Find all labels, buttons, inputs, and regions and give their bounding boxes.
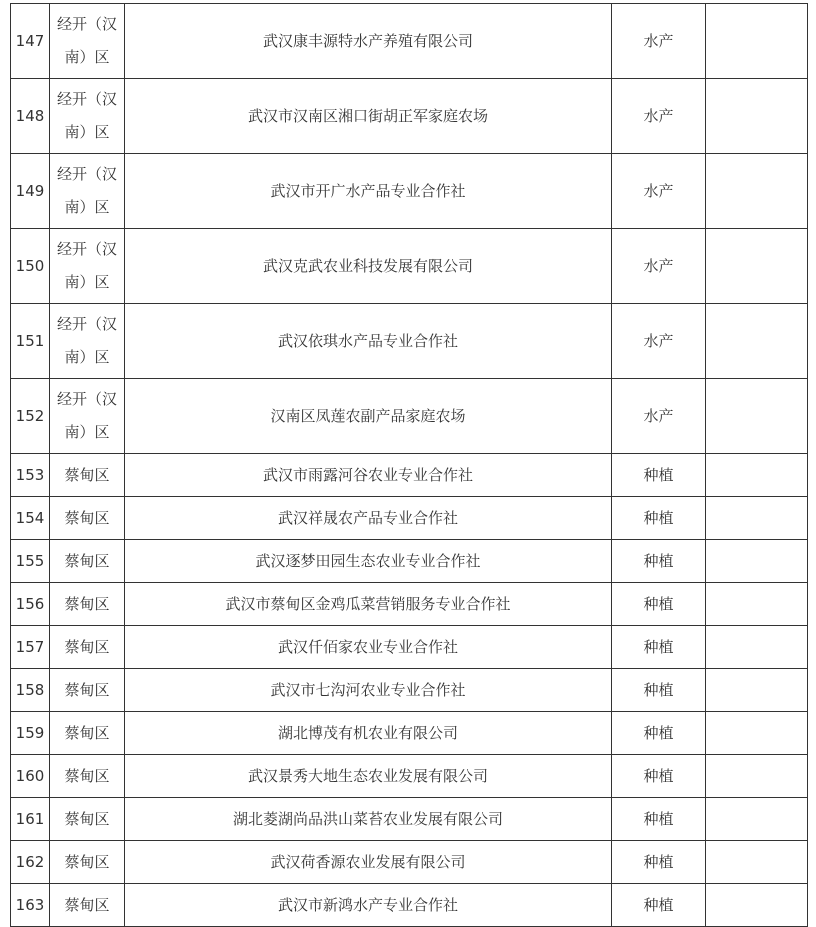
row-number: 150 [11,229,50,304]
row-category: 种植 [612,669,706,712]
table-row [11,755,808,798]
row-district: 蔡甸区 [50,884,125,927]
table-row [11,304,808,379]
row-company-name: 武汉仟佰家农业专业合作社 [125,626,612,669]
row-note [706,454,808,497]
row-number: 163 [11,884,50,927]
row-company-name: 武汉市汉南区湘口街胡正军家庭农场 [125,79,612,154]
row-number: 149 [11,154,50,229]
row-company-name: 武汉逐梦田园生态农业专业合作社 [125,540,612,583]
table-row [11,79,808,154]
row-district: 蔡甸区 [50,454,125,497]
table-row [11,626,808,669]
row-company-name: 湖北博茂有机农业有限公司 [125,712,612,755]
table-row [11,4,808,79]
row-category: 种植 [612,798,706,841]
row-number: 151 [11,304,50,379]
row-district: 蔡甸区 [50,626,125,669]
row-note [706,755,808,798]
row-company-name: 武汉依琪水产品专业合作社 [125,304,612,379]
row-number: 153 [11,454,50,497]
row-district: 经开（汉南）区 [50,304,125,379]
row-category: 水产 [612,229,706,304]
table-row [11,841,808,884]
row-district: 蔡甸区 [50,712,125,755]
row-company-name: 武汉景秀大地生态农业发展有限公司 [125,755,612,798]
row-company-name: 武汉荷香源农业发展有限公司 [125,841,612,884]
row-number: 148 [11,79,50,154]
row-note [706,712,808,755]
row-company-name: 武汉祥晟农产品专业合作社 [125,497,612,540]
row-note [706,229,808,304]
row-district: 蔡甸区 [50,497,125,540]
row-note [706,841,808,884]
row-category: 水产 [612,4,706,79]
row-note [706,379,808,454]
row-district: 经开（汉南）区 [50,229,125,304]
table-row [11,497,808,540]
row-number: 161 [11,798,50,841]
row-category: 种植 [612,540,706,583]
row-number: 147 [11,4,50,79]
row-district: 蔡甸区 [50,798,125,841]
row-company-name: 武汉市新鸿水产专业合作社 [125,884,612,927]
row-number: 155 [11,540,50,583]
row-category: 种植 [612,712,706,755]
row-company-name: 武汉市雨露河谷农业专业合作社 [125,454,612,497]
row-category: 水产 [612,379,706,454]
row-company-name: 武汉康丰源特水产养殖有限公司 [125,4,612,79]
row-note [706,154,808,229]
row-number: 156 [11,583,50,626]
row-note [706,884,808,927]
row-note [706,669,808,712]
row-note [706,4,808,79]
table-body [11,4,808,927]
table-row [11,154,808,229]
row-note [706,304,808,379]
row-district: 蔡甸区 [50,841,125,884]
row-district: 经开（汉南）区 [50,379,125,454]
row-company-name: 汉南区凤莲农副产品家庭农场 [125,379,612,454]
row-district: 经开（汉南）区 [50,154,125,229]
row-category: 种植 [612,454,706,497]
row-number: 162 [11,841,50,884]
table-row [11,712,808,755]
row-company-name: 湖北菱湖尚品洪山菜苔农业发展有限公司 [125,798,612,841]
row-note [706,798,808,841]
table-row [11,540,808,583]
row-number: 159 [11,712,50,755]
table-row [11,379,808,454]
row-district: 蔡甸区 [50,583,125,626]
table-row [11,229,808,304]
row-company-name: 武汉市七沟河农业专业合作社 [125,669,612,712]
table-row [11,884,808,927]
row-note [706,79,808,154]
row-note [706,583,808,626]
row-district: 蔡甸区 [50,669,125,712]
row-number: 157 [11,626,50,669]
row-note [706,626,808,669]
row-number: 160 [11,755,50,798]
row-number: 154 [11,497,50,540]
enterprise-table [10,3,808,927]
row-category: 种植 [612,583,706,626]
table-row [11,669,808,712]
row-district: 经开（汉南）区 [50,79,125,154]
table-row [11,798,808,841]
row-category: 水产 [612,304,706,379]
row-category: 种植 [612,755,706,798]
row-district: 蔡甸区 [50,540,125,583]
table-row [11,454,808,497]
row-number: 158 [11,669,50,712]
row-category: 种植 [612,626,706,669]
row-district: 蔡甸区 [50,755,125,798]
row-note [706,540,808,583]
row-company-name: 武汉市开广水产品专业合作社 [125,154,612,229]
row-category: 种植 [612,497,706,540]
row-category: 种植 [612,884,706,927]
row-category: 水产 [612,154,706,229]
row-note [706,497,808,540]
row-category: 水产 [612,79,706,154]
table-row [11,583,808,626]
row-district: 经开（汉南）区 [50,4,125,79]
row-number: 152 [11,379,50,454]
row-company-name: 武汉克武农业科技发展有限公司 [125,229,612,304]
row-company-name: 武汉市蔡甸区金鸡瓜菜营销服务专业合作社 [125,583,612,626]
row-category: 种植 [612,841,706,884]
